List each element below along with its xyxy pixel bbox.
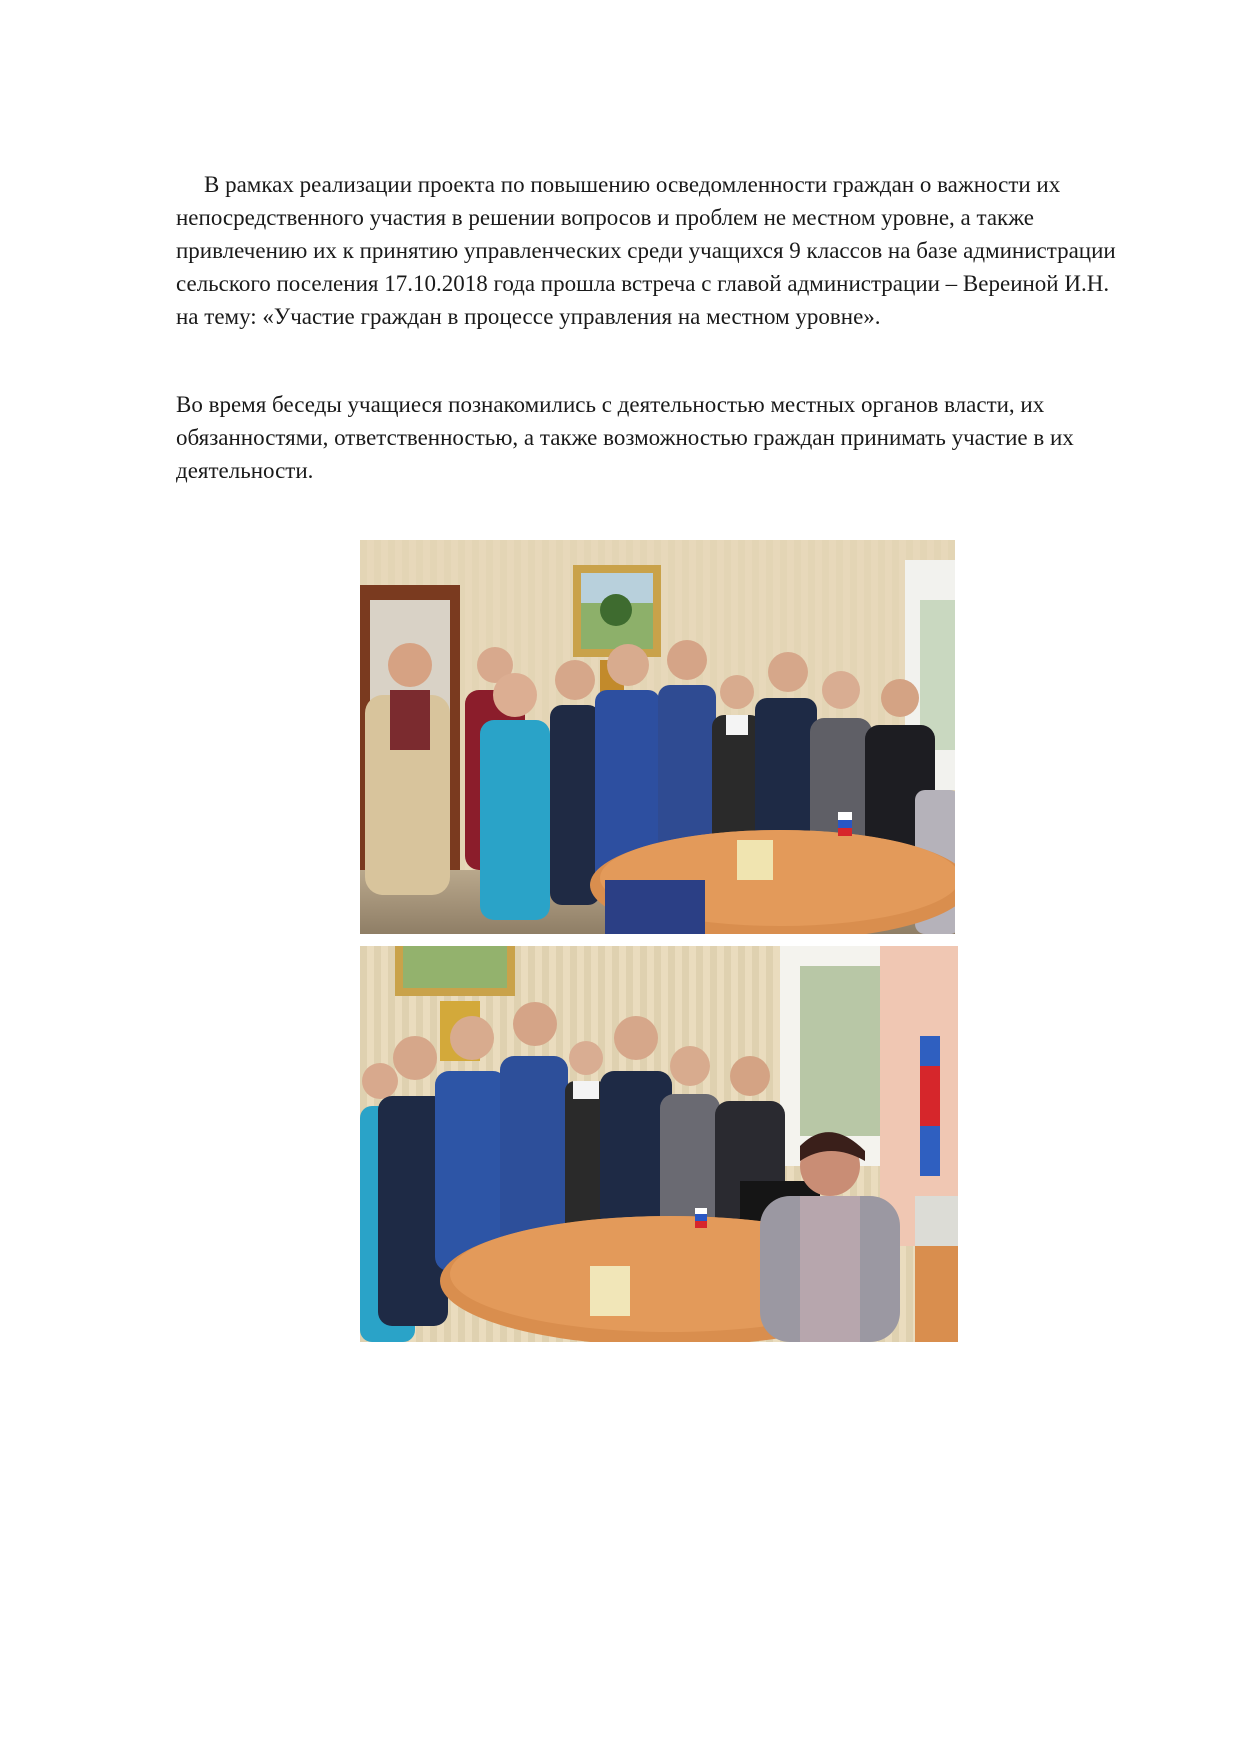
paragraph-intro: В рамках реализации проекта по повышению осведомленности граждан о важности их непосредственного участия в решении вопросов и проблем не местном уровне, а также привлечению их к принятию управленческих среди учащихся 9 классов на базе администрации сельского поселения 17.10.2018 года прошла встреча с главой администрации – Вереиной И.Н. на тему: «Участие граждан в процессе управления на местном уровне».: [176, 172, 1116, 329]
meeting-photo-2: [360, 946, 958, 1342]
meeting-photo-1-image: [360, 540, 955, 934]
meeting-photo-1: [360, 540, 955, 934]
meeting-photo-2-image: [360, 946, 958, 1342]
paragraph-discussion: Во время беседы учащиеся познакомились с деятельностью местных органов власти, их обязанностями, ответственностью, а также возможностью граждан принимать участие в их деятельности.: [176, 392, 1074, 483]
